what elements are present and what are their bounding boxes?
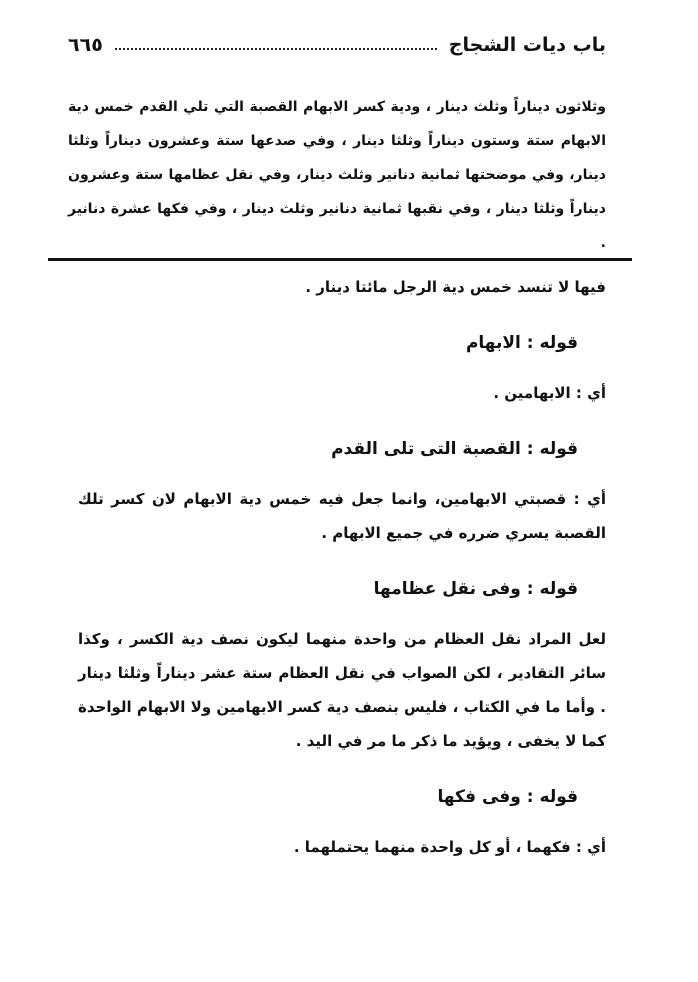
main-text-block bbox=[68, 90, 606, 260]
qawl-heading-3: قوله : وفى نقل عظامها bbox=[373, 579, 578, 599]
commentary-block bbox=[78, 270, 606, 864]
page-number: ٦٦٥ bbox=[68, 34, 103, 56]
qawl-heading-1: قوله : الابهام bbox=[465, 333, 578, 353]
commentary-intro: فيها لا تنسد خمس دية الرجل مائتا دينار . bbox=[305, 278, 606, 296]
commentary-paragraph-1: أي : الابهامين . bbox=[493, 384, 606, 402]
running-header bbox=[68, 30, 606, 60]
commentary-paragraph-3: لعل المراد نقل العظام من واحدة منهما ليكون نصف دية الكسر ، وكذا سائر التقادير ، لكن الصواب في نقل العظام ستة عشر ديناراً وثلثا دينار . وأما ما في الكتاب ، فليس بنصف دية كسر الابهامين ولا الابهام الواحدة كما لا يخفى ، ويؤيد ما ذكر ما مر في اليد . bbox=[78, 630, 606, 750]
main-text-paragraph: وثلاثون ديناراً وثلث دينار ، ودية كسر الابهام القصبة التي تلي القدم خمس دية الابهام ستة وستون ديناراً وثلثا دينار ، وفي صدعها ستة وعشرون ديناراً وثلثا دينار، وفي موضحتها ثمانية دنانير وثلث دينار، وفي نقل عظامها ستة وعشرون ديناراً وثلثا دينار ، وفي نقبها ثمانية دنانير وثلث دينار ، وفي فكها عشرة دنانير . bbox=[68, 99, 606, 251]
commentary-paragraph-4: أي : فكهما ، أو كل واحدة منهما يحتملهما . bbox=[293, 838, 606, 856]
commentary-paragraph-2: أي : قصبتي الابهامين، وانما جعل فيه خمس دية الابهام لان كسر تلك القصبة يسري ضرره في جميع الابهام . bbox=[78, 490, 606, 542]
header-dotted-leader bbox=[115, 48, 437, 50]
chapter-title: باب ديات الشجاج bbox=[448, 34, 606, 56]
qawl-heading-2: قوله : القصبة التى تلى القدم bbox=[331, 439, 578, 459]
text-separator-rule bbox=[48, 258, 632, 261]
qawl-heading-4: قوله : وفى فكها bbox=[437, 787, 578, 807]
